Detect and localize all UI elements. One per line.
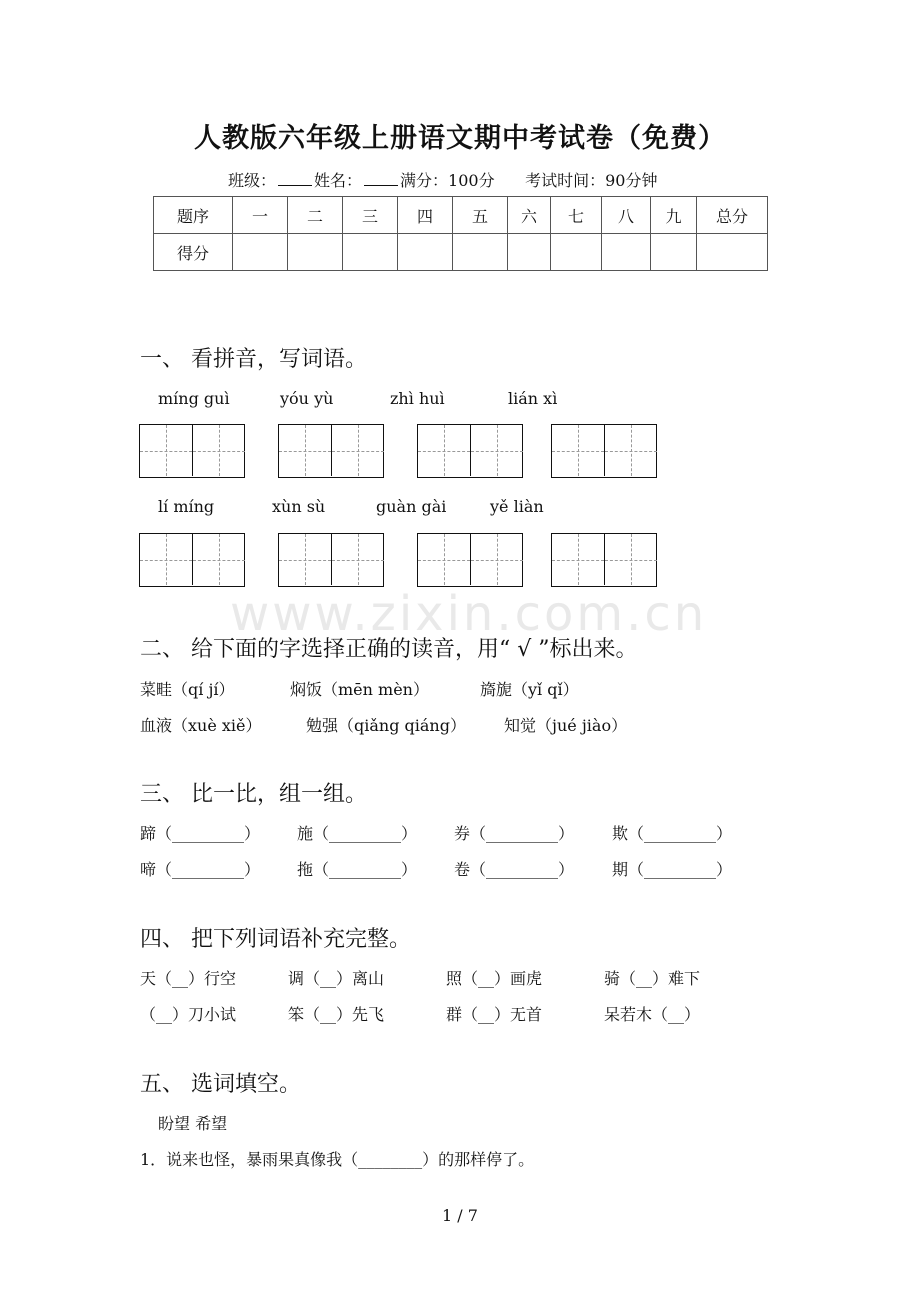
- score-cell[interactable]: [551, 234, 602, 271]
- class-label: 班级：: [228, 171, 277, 190]
- idiom-item[interactable]: （__）刀小试: [140, 1005, 237, 1024]
- section3-title: 三、 比一比，组一组。: [140, 782, 367, 807]
- writing-grid[interactable]: [417, 424, 523, 478]
- idiom-item[interactable]: 天（__）行空: [140, 969, 237, 988]
- score-header-cell: 九: [651, 197, 697, 234]
- idiom-item[interactable]: 骑（__）难下: [604, 969, 701, 988]
- name-label: 姓名：: [314, 171, 363, 190]
- score-header-cell: 题序: [154, 197, 233, 234]
- word-group-item[interactable]: 券（_________）: [454, 824, 575, 843]
- score-table: [153, 196, 768, 271]
- word-group-item[interactable]: 欺（_________）: [612, 824, 733, 843]
- pinyin-label: míng guì: [158, 389, 230, 408]
- writing-grid[interactable]: [417, 533, 523, 587]
- section2-title: 二、 给下面的字选择正确的读音，用“ √ ”标出来。: [140, 637, 638, 662]
- score-cell[interactable]: [697, 234, 768, 271]
- section1-title: 一、 看拼音，写词语。: [140, 347, 367, 372]
- writing-grid[interactable]: [139, 533, 245, 587]
- score-cell[interactable]: [508, 234, 551, 271]
- class-blank[interactable]: [278, 171, 312, 186]
- page-title: 人教版六年级上册语文期中考试卷（免费）: [194, 123, 726, 154]
- reading-choice[interactable]: 旖旎（yǐ qǐ）: [480, 680, 579, 699]
- idiom-item[interactable]: 照（__）画虎: [446, 969, 543, 988]
- full-score-label: 满分：100分: [400, 171, 495, 190]
- reading-choice[interactable]: 菜畦（qí jí）: [140, 680, 235, 699]
- exam-time-label: 考试时间：90分钟: [525, 171, 658, 190]
- score-table-header-row: [154, 197, 768, 234]
- pinyin-label: guàn gài: [376, 497, 447, 516]
- score-header-cell: 三: [343, 197, 398, 234]
- word-choices: 盼望 希望: [158, 1114, 228, 1133]
- score-header-cell: 五: [453, 197, 508, 234]
- page-number: 1 / 7: [442, 1206, 478, 1225]
- idiom-item[interactable]: 调（__）离山: [288, 969, 385, 988]
- reading-choice[interactable]: 焖饭（mēn mèn）: [290, 680, 429, 699]
- writing-grid[interactable]: [278, 533, 384, 587]
- score-header-cell: 八: [602, 197, 651, 234]
- score-header-cell: 六: [508, 197, 551, 234]
- pinyin-label: lí míng: [158, 497, 215, 516]
- writing-grid[interactable]: [551, 533, 657, 587]
- reading-choice[interactable]: 血液（xuè xiě）: [140, 716, 262, 735]
- score-cell[interactable]: [233, 234, 288, 271]
- score-header-cell: 总分: [697, 197, 768, 234]
- writing-grid[interactable]: [551, 424, 657, 478]
- score-cell[interactable]: [398, 234, 453, 271]
- name-blank[interactable]: [364, 171, 398, 186]
- section4-title: 四、 把下列词语补充完整。: [140, 927, 411, 952]
- score-table-row: [154, 234, 768, 271]
- word-group-item[interactable]: 卷（_________）: [454, 860, 575, 879]
- score-header-cell: 二: [288, 197, 343, 234]
- score-header-cell: 四: [398, 197, 453, 234]
- word-group-item[interactable]: 蹄（_________）: [140, 824, 261, 843]
- fill-blank-question[interactable]: 1．说来也怪，暴雨果真像我（________）的那样停了。: [140, 1150, 535, 1169]
- score-row-label: 得分: [154, 234, 233, 271]
- pinyin-label: zhì huì: [390, 389, 445, 408]
- pinyin-label: lián xì: [508, 389, 558, 408]
- idiom-item[interactable]: 呆若木（__）: [604, 1005, 701, 1024]
- pinyin-label: xùn sù: [272, 497, 326, 516]
- score-cell[interactable]: [651, 234, 697, 271]
- word-group-item[interactable]: 期（_________）: [612, 860, 733, 879]
- score-cell[interactable]: [453, 234, 508, 271]
- reading-choice[interactable]: 勉强（qiǎng qiáng）: [306, 716, 466, 735]
- score-cell[interactable]: [288, 234, 343, 271]
- pinyin-label: yóu yù: [280, 389, 334, 408]
- watermark: www.zixin.com.cn: [230, 586, 708, 642]
- word-group-item[interactable]: 啼（_________）: [140, 860, 261, 879]
- word-group-item[interactable]: 拖（_________）: [297, 860, 418, 879]
- idiom-item[interactable]: 群（__）无首: [446, 1005, 543, 1024]
- score-cell[interactable]: [343, 234, 398, 271]
- section5-title: 五、 选词填空。: [140, 1072, 301, 1097]
- writing-grid[interactable]: [139, 424, 245, 478]
- exam-info: [228, 168, 657, 191]
- reading-choice[interactable]: 知觉（jué jiào）: [504, 716, 628, 735]
- writing-grid[interactable]: [278, 424, 384, 478]
- score-cell[interactable]: [602, 234, 651, 271]
- word-group-item[interactable]: 施（_________）: [297, 824, 418, 843]
- pinyin-label: yě liàn: [490, 497, 544, 516]
- idiom-item[interactable]: 笨（__）先飞: [288, 1005, 385, 1024]
- score-header-cell: 七: [551, 197, 602, 234]
- score-header-cell: 一: [233, 197, 288, 234]
